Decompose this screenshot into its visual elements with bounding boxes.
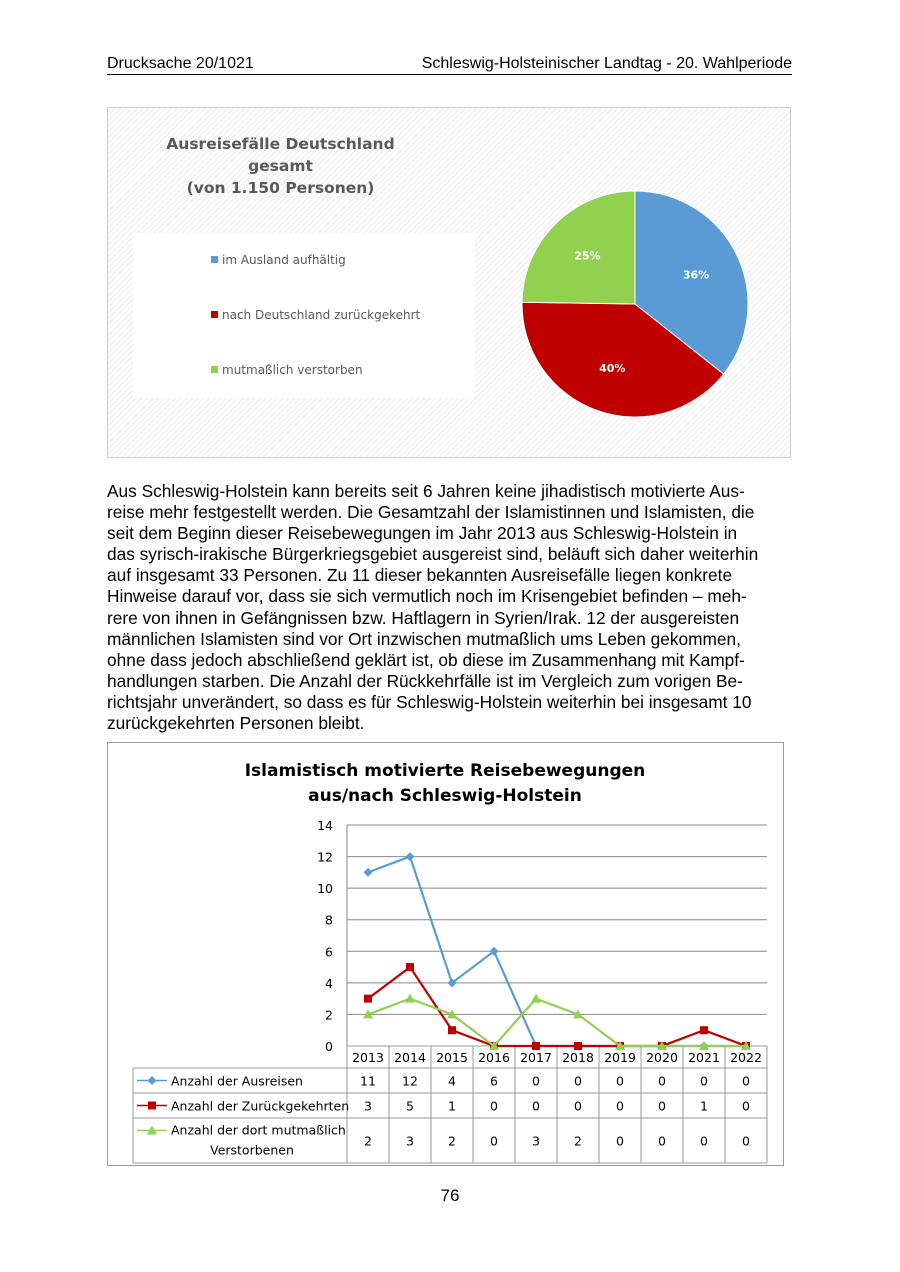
data-point: [364, 868, 373, 877]
series-line: [368, 999, 746, 1046]
paragraph-line: handlungen starben. Die Anzahl der Rückkehrfälle ist im Vergleich zum vorigen Be-: [107, 670, 743, 691]
table-cell-value: 2: [364, 1133, 372, 1149]
x-tick-label: 2021: [688, 1050, 720, 1065]
table-cell-value: 0: [742, 1098, 750, 1114]
pie-title-line1: Ausreisefälle Deutschland gesamt: [166, 135, 395, 175]
line-chart-panel: [107, 742, 784, 1166]
series-label: Anzahl der dort mutmaßlich: [171, 1122, 346, 1138]
paragraph-line: rere von ihnen in Gefängnissen bzw. Haftlagern in Syrien/Irak. 12 der ausgereisten: [107, 607, 740, 628]
pie-chart-svg: [108, 108, 790, 457]
pie-data-label: 40%: [599, 361, 626, 375]
pie-data-label: 25%: [574, 249, 601, 263]
pie-slice: [522, 191, 635, 304]
table-cell-value: 0: [616, 1073, 624, 1089]
table-cell-value: 0: [742, 1133, 750, 1149]
table-cell-value: 11: [360, 1073, 376, 1089]
table-cell-value: 0: [700, 1073, 708, 1089]
header-document-number: Drucksache 20/1021: [107, 55, 254, 72]
x-tick-label: 2019: [604, 1050, 636, 1065]
table-cell-value: 1: [448, 1098, 456, 1114]
paragraph-line: richtsjahr unverändert, so dass es für Schleswig-Holstein weiterhin bei insgesamt 10: [107, 691, 752, 712]
table-cell-value: 12: [402, 1073, 418, 1089]
data-point: [364, 995, 372, 1003]
x-tick-label: 2018: [562, 1050, 594, 1065]
paragraph-line: Hinweise darauf vor, dass sie sich vermutlich noch im Krisengebiet befinden – meh-: [107, 586, 747, 607]
paragraph-line: Aus Schleswig-Holstein kann bereits seit 6 Jahren keine jihadistisch motivierte Aus-: [107, 481, 745, 501]
series-label: Verstorbenen: [210, 1142, 294, 1158]
paragraph-line: ohne dass jedoch abschließend geklärt ist, ob diese im Zusammenhang mit Kampf-: [107, 649, 745, 670]
paragraph-line: reise mehr festgestellt werden. Die Gesamtzahl der Islamistinnen und Islamisten, die: [107, 502, 755, 523]
table-cell-value: 0: [658, 1133, 666, 1149]
series-label: Anzahl der Zurückgekehrten: [171, 1098, 350, 1114]
x-tick-label: 2020: [646, 1050, 678, 1065]
paragraph-line: das syrisch-irakische Bürgerkriegsgebiet ausgereist sind, beläuft sich daher weiterhin: [107, 544, 759, 565]
line-chart-svg: [108, 743, 783, 1165]
data-point: [405, 994, 415, 1003]
data-point: [406, 963, 414, 971]
table-cell-value: 5: [406, 1098, 414, 1114]
table-cell-value: 1: [700, 1098, 708, 1114]
x-tick-label: 2016: [478, 1050, 510, 1065]
paragraph-line: männlichen Islamisten sind vor Ort inzwischen mutmaßlich ums Leben gekommen,: [107, 628, 741, 649]
y-tick-label: 4: [325, 975, 333, 991]
table-cell-value: 0: [658, 1073, 666, 1089]
page-header: [107, 55, 792, 75]
data-point: [531, 994, 541, 1003]
table-cell-value: 0: [490, 1098, 498, 1114]
line-chart-title-line1: Islamistisch motivierte Reisebewegungen: [244, 761, 646, 781]
table-cell-value: 0: [658, 1098, 666, 1114]
paragraph-line: seit dem Beginn dieser Reisebewegungen im Jahr 2013 aus Schleswig-Holstein in: [107, 523, 738, 544]
table-cell-value: 3: [364, 1098, 372, 1114]
y-tick-label: 12: [317, 849, 333, 865]
y-tick-label: 0: [325, 1039, 333, 1054]
pie-legend-label: mutmaßlich verstorben: [222, 363, 363, 377]
y-tick-label: 8: [325, 912, 333, 928]
y-tick-label: 6: [325, 944, 333, 960]
table-cell-value: 4: [448, 1073, 456, 1089]
paragraph-line: auf insgesamt 33 Personen. Zu 11 dieser bekannten Ausreisefälle liegen konkrete: [107, 565, 733, 586]
x-tick-label: 2017: [520, 1050, 552, 1065]
table-cell-value: 3: [532, 1133, 540, 1149]
y-tick-label: 10: [317, 881, 333, 897]
legend-marker: [148, 1076, 157, 1085]
data-point: [406, 852, 415, 861]
table-cell-value: 0: [616, 1098, 624, 1114]
table-cell-value: 3: [406, 1133, 414, 1149]
table-cell-value: 0: [574, 1073, 582, 1089]
data-point: [532, 1042, 540, 1050]
x-tick-label: 2022: [730, 1050, 762, 1065]
data-point: [574, 1042, 582, 1050]
line-chart-title-line2: aus/nach Schleswig-Holstein: [308, 786, 582, 806]
pie-chart-panel: [107, 107, 791, 458]
x-tick-label: 2015: [436, 1050, 468, 1065]
table-cell-value: 0: [742, 1073, 750, 1089]
table-cell-value: 0: [532, 1073, 540, 1089]
paragraph-line: zurückgekehrten Personen bleibt.: [107, 713, 365, 734]
table-cell-value: 2: [448, 1133, 456, 1149]
x-tick-label: 2013: [352, 1050, 384, 1065]
series-label: Anzahl der Ausreisen: [171, 1073, 303, 1089]
body-paragraph: [107, 481, 792, 734]
table-cell-value: 2: [574, 1133, 582, 1149]
header-rule: [107, 74, 792, 75]
pie-data-label: 36%: [682, 268, 710, 282]
data-point: [700, 1026, 708, 1034]
table-cell-value: 0: [532, 1098, 540, 1114]
page-number: 76: [440, 1186, 460, 1205]
y-tick-label: 2: [325, 1007, 333, 1023]
x-tick-label: 2014: [394, 1050, 426, 1065]
table-cell-value: 6: [490, 1073, 498, 1089]
pie-legend-label: im Ausland aufhältig: [222, 253, 346, 267]
table-cell-value: 0: [616, 1133, 624, 1149]
header-parliament: Schleswig-Holsteinischer Landtag - 20. Wahlperiode: [421, 55, 792, 72]
pie-legend-label: nach Deutschland zurückgekehrt: [222, 308, 421, 322]
table-cell-value: 0: [700, 1133, 708, 1149]
table-cell-value: 0: [490, 1133, 498, 1149]
pie-title-line2: (von 1.150 Personen): [186, 179, 375, 197]
table-cell-value: 0: [574, 1098, 582, 1114]
y-tick-label: 14: [317, 818, 333, 833]
data-point: [448, 1026, 456, 1034]
legend-marker: [148, 1102, 156, 1110]
